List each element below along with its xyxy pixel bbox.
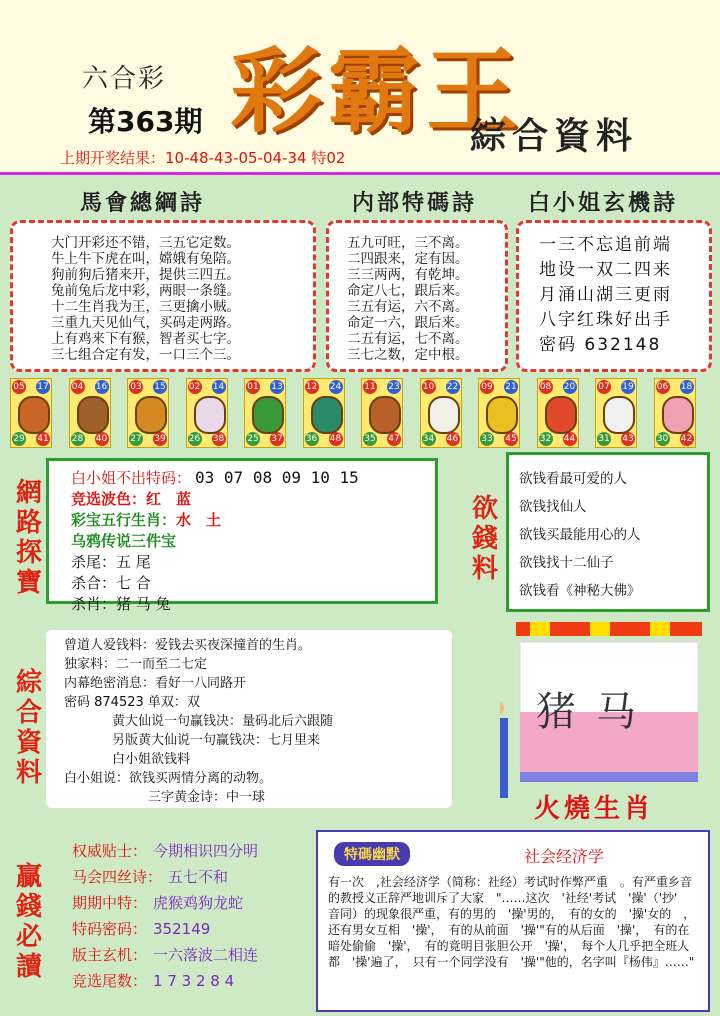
poem-line: 二五有运，七不离。 [347,331,469,347]
wanted-rows [519,465,707,605]
network-row-key: 杀尾： [71,553,117,571]
zodiac-cell [10,378,52,448]
zodiac-cell [127,378,169,448]
humor-badge: 特碼幽默 [334,842,410,866]
zodiac-number: 15 [154,382,166,392]
zodiac-number: 38 [212,434,225,444]
wanted-row: 欲钱找仙人 [519,499,587,515]
zodiac-strip [10,378,710,450]
network-rows [71,467,435,615]
zodiac-number: 11 [364,382,376,392]
poem-line: 三五有运，六不离。 [347,299,469,315]
composite-row: 白小姐欲钱料 [112,752,191,767]
must-read-row [72,968,304,994]
zodiac-number: 08 [539,382,552,392]
poem-line: 三三两两，有乾坤。 [347,267,469,283]
zodiac-number: 33 [481,434,493,444]
poem-line: 八字红珠好出手 [539,310,672,330]
network-row-key: 杀肖： [71,595,117,613]
rabbit-icon [194,396,226,434]
poem-box-1 [10,220,316,372]
network-row-value: 猪 马 兔 [116,595,171,613]
must-read-value: 虎猴鸡狗龙蛇 [153,894,244,912]
dragon-icon [252,396,284,434]
wanted-label [470,494,500,584]
zodiac-number: 31 [598,434,610,444]
pig-icon [662,396,694,434]
humor-story-panel [316,830,710,1012]
story-text: 有一次 ,社会经济学（简称：社经）考试时作弊严重 。有严重乡音的教授义正辞严地训斥了大家 "……这次 '社经'考试 '操'（'抄' 音同）的现象很严重，有的男的 '操'男的， 有的女的 '操'女的 ，还有男女互相 '操'， 有的从前面 '操'"有的从后面 '操'， 有的在暗处偷偷 '操'， 有的竟明目张胆公开 '操'， 每个人几乎把全班人都 '操'遍了， 只有一个同学没有 '操'"他的，名字叫『杨伟』……" [328,875,696,969]
network-row [71,467,435,489]
composite-row: 白小姐说：欲钱买两情分离的动物。 [64,771,273,786]
must-read-key: 期期中特： [72,894,148,912]
poem-box-2 [326,220,508,372]
zodiac-number: 04 [71,382,84,392]
zodiac-number: 27 [130,434,142,444]
rat-icon [18,396,50,434]
wanted-row: 欲钱看最可爱的人 [519,471,627,487]
poem-title-3: 白小姐玄機詩 [528,190,679,216]
monkey-icon [486,396,518,434]
must-read-value: 五七不和 [168,868,229,886]
zodiac-number: 13 [271,382,283,392]
wanted-label-text: 欲錢料 [471,494,498,584]
poem-box-3 [516,220,712,372]
zodiac-number: 05 [13,382,25,392]
zodiac-number: 48 [329,434,342,444]
zodiac-cell [303,378,345,448]
zodiac-number: 35 [364,434,376,444]
poem-title-1: 馬會總綱詩 [80,190,206,216]
network-row-value: 水 土 [176,511,222,529]
zodiac-cell [595,378,637,448]
network-panel [46,458,438,613]
zodiac-number: 02 [188,382,201,392]
network-row [71,510,435,531]
must-read-key: 权威贴士： [72,842,148,860]
horse-icon [369,396,401,434]
zodiac-number: 30 [656,434,669,444]
zodiac-cell [420,378,462,448]
zodiac-number: 22 [446,382,459,392]
fire-zodiac-caption: 火燒生肖 [534,794,655,824]
poem-line: 一三不忘追前端 [539,235,672,255]
poem-line: 命定一六，跟后来。 [347,315,469,331]
network-row [71,531,435,552]
zodiac-number: 17 [37,382,49,392]
poem-line: 三七之数，定中根。 [347,347,469,363]
zodiac-number: 07 [598,382,610,392]
zodiac-number: 26 [188,434,201,444]
composite-row: 另版黄大仙说一句赢钱决：七月里来 [112,733,321,748]
zodiac-cell [186,378,228,448]
poem-line: 二四跟来，定有因。 [347,251,469,267]
network-row-value: 五 尾 [116,553,151,571]
dog-icon [603,396,635,434]
network-row [71,552,435,573]
composite-row: 密码 874523 单双：双 [64,695,200,710]
zodiac-number: 36 [305,434,318,444]
ox-icon [77,396,109,434]
must-read-panel [72,838,304,994]
painter-illustration [500,622,712,822]
must-read-value: 1 7 3 2 8 4 [153,972,235,990]
composite-rows [64,636,452,807]
poem-lines-3 [539,233,709,358]
network-row-key: 白小姐不出特码： [71,469,192,487]
network-label-text: 網路探寶 [15,478,42,598]
poem-line: 兔前兔后龙中彩，两眼一条缝。 [51,283,240,299]
zodiac-cell [244,378,286,448]
rooster-icon [545,396,577,434]
zodiac-number: 23 [388,382,400,392]
zodiac-number: 34 [422,434,435,444]
composite-row: 三字黄金诗：中一球 [148,790,266,805]
wanted-row: 欲钱找十二仙子 [519,555,614,571]
zodiac-number: 21 [505,382,517,392]
zodiac-number: 14 [212,382,225,392]
zodiac-number: 03 [130,382,142,392]
subtitle: 綜合資料 [470,115,639,157]
must-read-key: 马会四丝诗： [72,868,163,886]
brand-small: 六合彩 [82,64,167,94]
zodiac-cell [361,378,403,448]
zodiac-number: 24 [329,382,342,392]
zodiac-number: 45 [505,434,517,444]
must-read-key: 版主玄机： [72,946,148,964]
poem-line: 地设一双二四来 [539,260,672,280]
must-read-key: 特码密码： [72,920,148,938]
must-read-value: 352149 [153,920,211,938]
poem-line: 三重九天见仙气，买码走两路。 [51,315,240,331]
zodiac-number: 18 [680,382,693,392]
poem-line: 狗前狗后猪来开，提供三四五。 [51,267,240,283]
zodiac-number: 12 [305,382,318,392]
must-read-rows [72,838,304,994]
poem-title-2: 内部特碼詩 [352,190,478,216]
zodiac-number: 46 [446,434,459,444]
wanted-panel [506,452,710,612]
zodiac-number: 01 [247,382,259,392]
network-row-key: 杀合： [71,574,117,592]
zodiac-number: 19 [622,382,634,392]
poem-lines-1 [51,235,313,363]
network-row-value: 03 07 08 09 10 15 [195,468,359,487]
must-read-value: 今期相识四分明 [153,842,259,860]
poem-line: 三七组合定有发，一口三个三。 [51,347,240,363]
zodiac-number: 09 [481,382,493,392]
composite-row: 内幕绝密消息：看好一八同路开 [64,676,247,691]
poem-line: 五九可旺，三不离。 [347,235,469,251]
zodiac-number: 40 [95,434,108,444]
poem-line: 命定八七，跟后来。 [347,283,469,299]
network-row-value: 七 合 [116,574,151,592]
zodiac-number: 06 [656,382,669,392]
zodiac-number: 10 [422,382,435,392]
must-read-row [72,864,304,890]
composite-row: 曾道人爱钱料：爱钱去买夜深撞首的生肖。 [64,638,312,653]
composite-row: 黄大仙说一句赢钱决：量码北后六跟随 [112,714,334,729]
zodiac-number: 20 [563,382,576,392]
zodiac-cell [69,378,111,448]
must-read-row [72,838,304,864]
goat-icon [428,396,460,434]
zodiac-number: 44 [563,434,576,444]
network-row [71,594,435,615]
composite-label-text: 綜合資料 [15,668,42,788]
last-result: 上期开奖结果：10-48-43-05-04-34 特02 [60,149,346,167]
composite-label [14,668,44,788]
zodiac-number: 29 [13,434,25,444]
issue-number: 第363期 [88,105,203,138]
zodiac-number: 39 [154,434,166,444]
network-row [71,573,435,594]
must-read-label-text: 贏錢必讀 [15,862,42,982]
network-row-key: 乌鸦传说三件宝 [71,532,177,550]
zodiac-number: 16 [95,382,108,392]
zodiac-number: 25 [247,434,259,444]
zodiac-number: 32 [539,434,552,444]
zodiac-cell [478,378,520,448]
poem-line: 大门开彩还不错，三五它定数。 [51,235,240,251]
story-header [328,838,700,868]
zodiac-number: 37 [271,434,283,444]
network-row-value: 红 蓝 [146,490,192,508]
must-read-value: 一六落波二相连 [153,946,259,964]
zodiac-cell [537,378,579,448]
network-label [14,478,44,598]
poem-line: 十二生肖我为王，三更擒小贼。 [51,299,240,315]
poem-line: 月涌山湖三更雨 [539,285,672,305]
poem-line: 密码 632148 [539,335,662,355]
network-row-key: 竞选波色： [71,490,147,508]
wanted-row: 欲钱看《神秘大佛》 [519,583,641,599]
poem-lines-2 [347,235,505,363]
must-read-row [72,942,304,968]
poem-line: 上有鸡来下有猴，智者买七字。 [51,331,240,347]
zodiac-number: 41 [37,434,49,444]
composite-panel [46,630,452,808]
page-title: 彩霸王 [230,37,525,145]
wanted-row: 欲钱买最能用心的人 [519,527,641,543]
zodiac-number: 47 [388,434,400,444]
zodiac-number: 43 [622,434,634,444]
tiger-icon [135,396,167,434]
zodiac-number: 28 [71,434,84,444]
network-row-key: 彩宝五行生肖： [71,511,177,529]
network-row [71,489,435,510]
story-title: 社会经济学 [524,847,605,866]
zodiac-cell [654,378,696,448]
composite-row: 独家料：二一而至二七定 [64,657,208,672]
must-read-row [72,916,304,942]
board-text: 猪马 [536,689,656,735]
zodiac-number: 42 [680,434,693,444]
poem-line: 牛上牛下虎在叫，嫦娥有兔陪。 [51,251,240,267]
snake-icon [311,396,343,434]
must-read-row [72,890,304,916]
must-read-key: 竞选尾数： [72,972,148,990]
must-read-label [14,862,44,982]
